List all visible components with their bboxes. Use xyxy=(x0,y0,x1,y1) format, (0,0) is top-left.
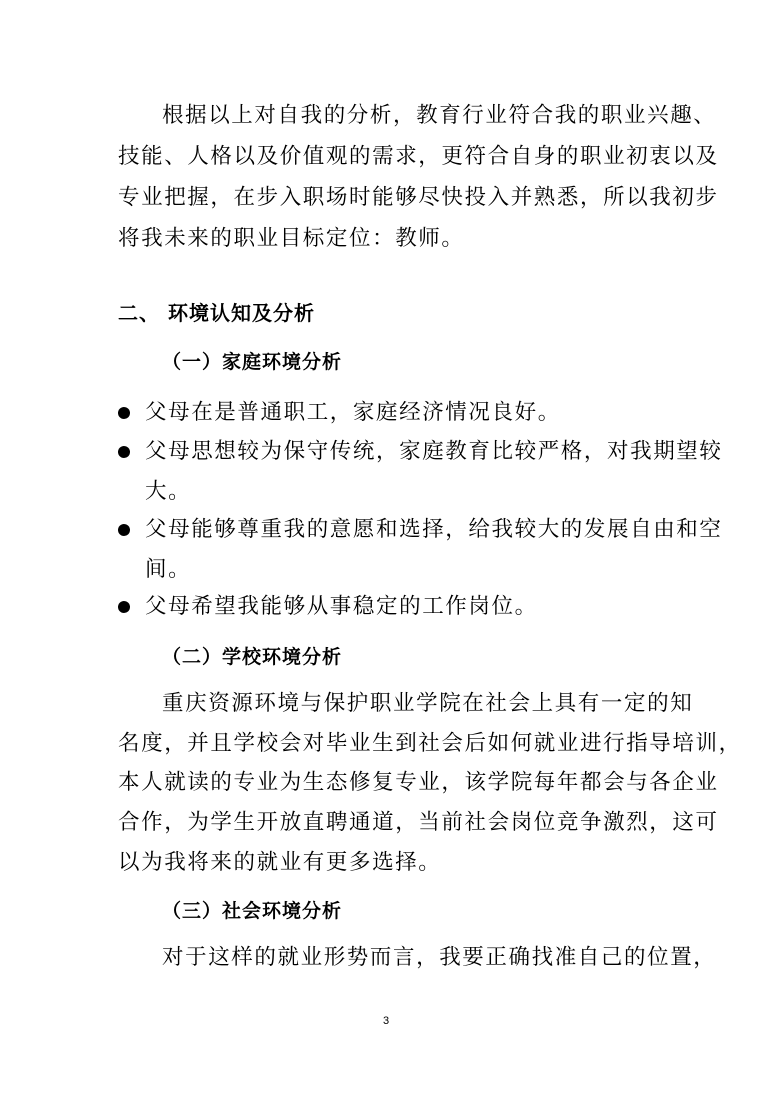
list-item-text: 父母能够尊重我的意愿和选择，给我较大的发展自由和空 xyxy=(145,517,723,542)
bullet-icon xyxy=(118,524,130,536)
intro-line: 技能、人格以及价值观的需求，更符合自身的职业初衷以及 xyxy=(118,144,719,169)
school-line: 以为我将来的就业有更多选择。 xyxy=(118,850,442,875)
bullet-icon xyxy=(118,601,130,613)
intro-line: 将我未来的职业目标定位：教师。 xyxy=(118,226,465,251)
list-item-text: 间。 xyxy=(145,557,192,582)
school-line: 合作，为学生开放直聘通道，当前社会岗位竞争激烈，这可 xyxy=(118,810,719,835)
society-line: 对于这样的就业形势而言，我要正确找准自己的位置， xyxy=(162,945,717,970)
section-heading: 二、 环境认知及分析 xyxy=(118,301,315,325)
bullet-icon xyxy=(118,446,130,458)
intro-line: 专业把握，在步入职场时能够尽快投入并熟悉，所以我初步 xyxy=(118,185,719,210)
society-section-heading: （三）社会环境分析 xyxy=(162,900,343,922)
bullet-icon xyxy=(118,407,130,419)
school-line: 本人就读的专业为生态修复专业，该学院每年都会与各企业 xyxy=(118,770,719,795)
list-item-text: 大。 xyxy=(145,479,192,504)
family-section-heading: （一）家庭环境分析 xyxy=(162,351,343,373)
page-number: 3 xyxy=(383,1015,390,1027)
list-item-text: 父母在是普通职工，家庭经济情况良好。 xyxy=(145,400,561,425)
list-item-text: 父母希望我能够从事稳定的工作岗位。 xyxy=(145,594,538,619)
list-item-text: 父母思想较为保守传统，家庭教育比较严格，对我期望较 xyxy=(145,439,723,464)
school-line: 重庆资源环境与保护职业学院在社会上具有一定的知 xyxy=(162,691,694,716)
school-section-heading: （二）学校环境分析 xyxy=(162,646,343,668)
intro-line: 根据以上对自我的分析，教育行业符合我的职业兴趣、 xyxy=(162,103,717,128)
school-line: 名度，并且学校会对毕业生到社会后如何就业进行指导培训， xyxy=(118,731,742,756)
